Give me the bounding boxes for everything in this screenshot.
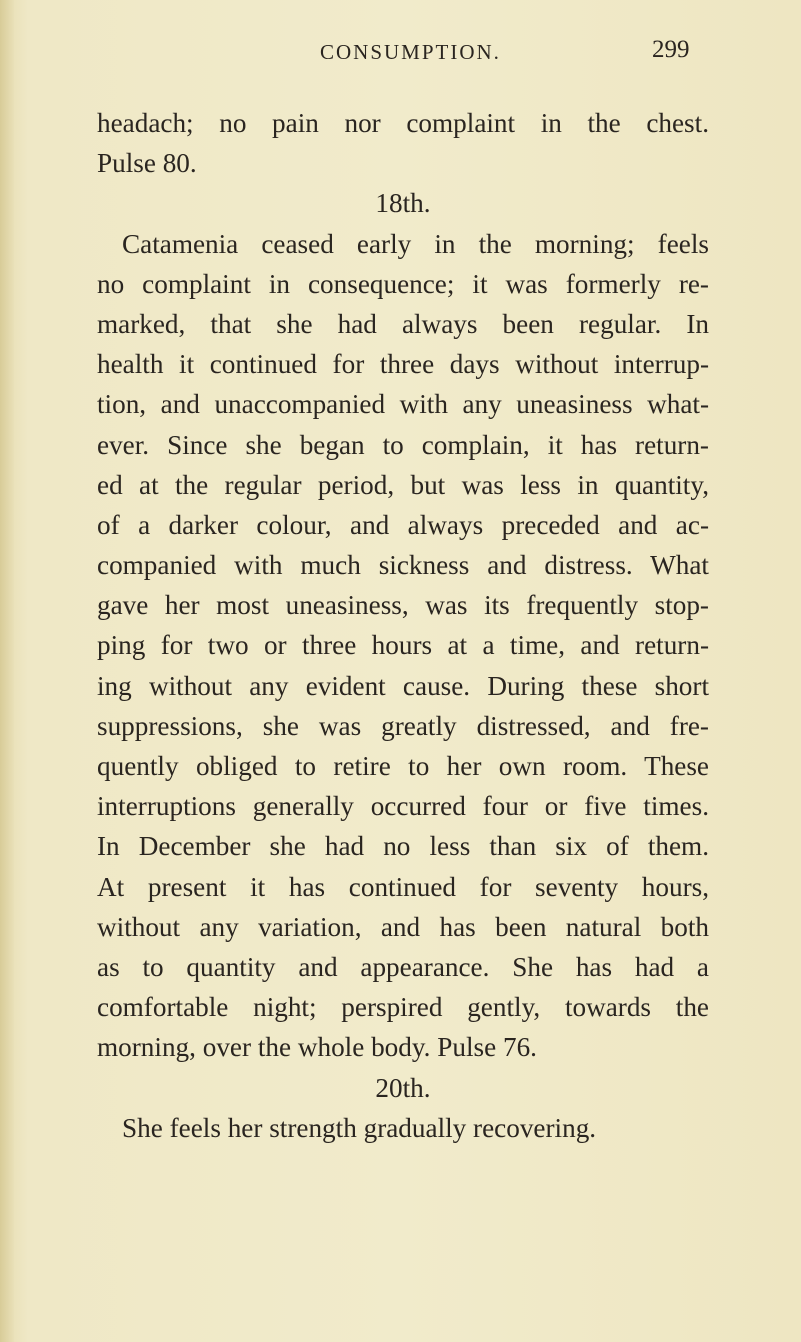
text-line: ping for two or three hours at a time, and return- [97,630,709,661]
text-line: Pulse 80. [97,148,197,179]
running-head-title: CONSUMPTION. [320,40,501,64]
text-line: She feels her strength gradually recovering. [122,1112,597,1143]
text-line: no complaint in consequence; it was formerly re- [97,268,709,299]
date-heading: 20th. [375,1072,431,1103]
text-line: headach; no pain nor complaint in the chest. [97,108,709,138]
text-line: of a darker colour, and always preceded and ac- [97,509,709,540]
text-line: quently obliged to retire to her own room. These [97,751,709,781]
text-line: In December she had no less than six of them. [97,831,709,862]
text-line: Catamenia ceased early in the morning; feels [122,228,709,259]
page-edge-shadow [0,0,14,1342]
date-heading: 18th. [375,188,431,219]
text-line: companied with much sickness and distress. What [97,550,709,581]
text-line: marked, that she had always been regular. In [97,308,709,339]
text-line: as to quantity and appearance. She has had a [97,951,709,982]
text-line: At present it has continued for seventy hours, [97,871,709,902]
text-line: ed at the regular period, but was less in quantity, [97,469,709,500]
text-line: suppressions, she was greatly distressed, and fre- [97,710,709,741]
body-text [97,103,709,1148]
text-line: morning, over the whole body. Pulse 76. [97,1032,537,1063]
text-line: comfortable night; perspired gently, towards the [97,992,709,1023]
text-line: without any variation, and has been natural both [97,911,709,942]
text-line: interruptions generally occurred four or five times. [97,791,709,822]
text-line: health it continued for three days without interrup- [97,349,709,380]
text-line: ever. Since she began to complain, it has return- [97,429,709,460]
text-line: tion, and unaccompanied with any uneasiness what- [97,389,709,420]
text-line: ing without any evident cause. During these short [97,670,709,701]
text-line: gave her most uneasiness, was its frequently stop- [97,590,709,621]
running-head [320,36,720,74]
page-number: 299 [652,36,690,63]
